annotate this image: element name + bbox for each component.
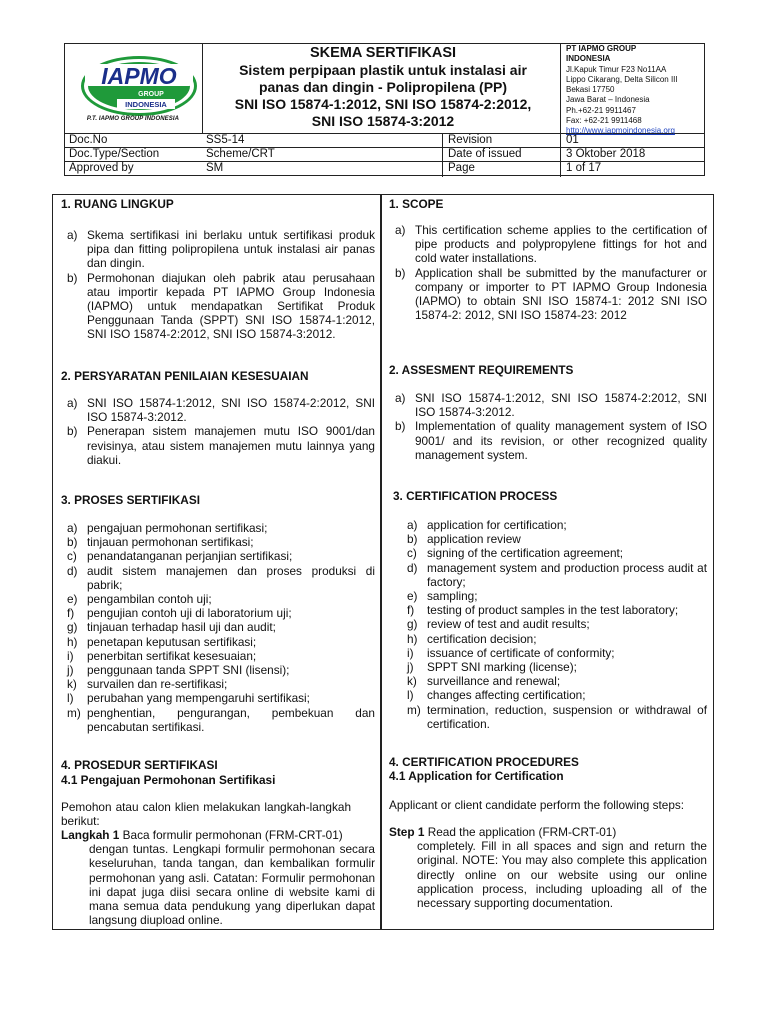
list-item-text: penghentian, pengurangan, pembekuan dan pencabutan sertifikasi. (87, 705, 375, 734)
address-line: Jl.Kapuk Timur F23 No11AA (566, 64, 667, 74)
logo-tagline: P.T. IAPMO GROUP INDONESIA (86, 116, 180, 122)
requirements-list (61, 396, 375, 467)
list-marker: m) (407, 702, 421, 717)
list-item (61, 691, 375, 705)
list-item-text: pengujian contoh uji di laboratorium uji; (87, 606, 292, 621)
list-marker: d) (407, 560, 418, 575)
list-marker: f) (407, 603, 415, 618)
list-item-text: This certification scheme applies to the certification of pipe products and polypropylene fittings for hot and cold water installations. (415, 223, 707, 266)
list-item (389, 419, 707, 462)
list-marker: d) (67, 563, 78, 578)
list-item (61, 271, 375, 342)
fax-number: Fax: +62-21 9911468 (566, 116, 642, 126)
list-item-text: pengajuan permohonan sertifikasi; (87, 521, 268, 535)
list-item-text: changes affecting certification; (427, 688, 586, 703)
list-item (389, 266, 707, 323)
list-item-text: surveillance and renewal; (427, 674, 561, 689)
list-item (61, 228, 375, 271)
list-item-text: perubahan yang mempengaruhi sertifikasi; (87, 691, 310, 706)
list-item (61, 649, 375, 663)
list-marker: l) (407, 688, 414, 703)
list-marker: g) (407, 617, 418, 632)
list-item-text: SPPT SNI marking (license); (427, 660, 577, 675)
step-1 (389, 825, 707, 910)
list-item (401, 617, 707, 631)
title-line: Sistem perpipaan plastik untuk instalasi air (239, 62, 527, 78)
doc-type-value: Scheme/CRT (206, 148, 275, 160)
list-item (401, 518, 707, 532)
list-item (61, 592, 375, 606)
list-marker: b) (67, 535, 78, 550)
list-item (401, 688, 707, 702)
header-divider (560, 44, 561, 177)
list-item-text: issuance of certificate of conformity; (427, 645, 615, 660)
website-link[interactable]: http://www.iapmoindonesia.org (566, 126, 675, 136)
list-marker: h) (407, 631, 418, 646)
list-marker: l) (67, 691, 74, 706)
header-divider (442, 133, 443, 177)
list-item (401, 646, 707, 660)
list-marker: c) (67, 549, 77, 564)
list-marker: b) (67, 424, 78, 439)
doc-type-label: Doc.Type/Section (69, 148, 160, 160)
list-marker: i) (407, 645, 414, 660)
step-1 (61, 828, 375, 927)
list-item-text: Penerapan sistem manajemen mutu ISO 9001/dan revisinya, atau sistem manajemen mutu lainnya yang diakui. (87, 424, 375, 467)
list-item-text: penetapan keputusan sertifikasi; (87, 634, 257, 649)
list-item (61, 620, 375, 634)
list-item-text: penerbitan sertifikat kesesuaian; (87, 648, 257, 663)
list-item-text: testing of product samples in the test laboratory; (427, 603, 679, 618)
list-item (61, 396, 375, 424)
list-item-text: Application shall be submitted by the manufacturer or company or importer to PT IAPMO Group Indonesia (IAPMO) to obtain SNI ISO 15874-1: 2012 SNI ISO 15874-2: 2012, SNI ISO 15874-23: 2012 (415, 265, 707, 323)
list-marker: a) (67, 521, 78, 535)
step-text: dengan tuntas. Lengkapi formulir permohonan secara keseluruhan, tanda tangan, dan kembalikan formulir permohonan yang asli. Catatan: Formulir permohonan ini dapat juga diisi secara online di website kami di mana semua data pendukung yang diperlukan dapat langsung diupload online. (89, 842, 375, 928)
section-heading: 1. SCOPE (389, 197, 444, 211)
list-item-text: SNI ISO 15874-1:2012, SNI ISO 15874-2:2012, SNI ISO 15874-3:2012. (87, 396, 375, 425)
list-item (61, 663, 375, 677)
list-item-text: pengambilan contoh uji; (87, 592, 212, 607)
list-item-text: management system and production process audit at factory; (427, 560, 707, 589)
list-item (61, 521, 375, 535)
process-list (401, 518, 707, 731)
section-heading: 4. CERTIFICATION PROCEDURES (389, 755, 579, 769)
list-item (401, 603, 707, 617)
list-item-text: Implementation of quality management system of ISO 9001/ and its revision, or other recognized quality management system. (415, 419, 707, 462)
page-label: Page (448, 162, 475, 174)
document-header (64, 43, 705, 176)
list-item-text: certification decision; (427, 631, 537, 646)
step-text: Read the application (FRM-CRT-01) (427, 825, 617, 839)
list-item (401, 632, 707, 646)
list-marker: a) (395, 223, 406, 237)
step-text: Baca formulir permohonan (FRM-CRT-01) (122, 828, 343, 842)
title-line: panas dan dingin - Polipropilena (PP) (258, 79, 508, 95)
list-marker: k) (67, 677, 77, 692)
list-marker: g) (67, 620, 78, 635)
list-marker: c) (407, 546, 417, 561)
company-name: INDONESIA (566, 54, 611, 64)
document-title (212, 45, 554, 130)
list-marker: j) (407, 660, 414, 675)
list-item (61, 549, 375, 563)
list-marker: a) (395, 391, 406, 405)
list-item-text: signing of the certification agreement; (427, 546, 624, 561)
list-marker: i) (67, 648, 74, 663)
list-item (401, 532, 707, 546)
column-divider (380, 195, 382, 929)
company-name: PT IAPMO GROUP (566, 44, 637, 53)
subsection-heading: 4.1 Pengajuan Permohonan Sertifikasi (61, 773, 276, 787)
list-item-text: review of test and audit results; (427, 617, 590, 632)
list-item (61, 706, 375, 734)
list-marker: b) (395, 419, 406, 434)
list-item-text: application review (427, 532, 521, 547)
list-item-text: audit sistem manajemen dan proses produksi di pabrik; (87, 563, 375, 592)
address-line: Bekasi 17750 (566, 85, 615, 95)
header-divider (65, 161, 704, 162)
document-body (52, 194, 714, 930)
list-item (401, 660, 707, 674)
list-item-text: sampling; (427, 589, 478, 604)
list-marker: a) (67, 396, 78, 410)
step-label: Langkah 1 (61, 828, 120, 842)
company-address (566, 44, 704, 137)
list-item-text: survailen dan re-sertifikasi; (87, 677, 228, 692)
scope-list (61, 228, 375, 342)
list-item (389, 391, 707, 419)
subsection-heading: 4.1 Application for Certification (389, 769, 564, 783)
list-item (61, 606, 375, 620)
list-item-text: SNI ISO 15874-1:2012, SNI ISO 15874-2:2012, SNI ISO 15874-3:2012. (415, 391, 707, 420)
list-item-text: penandatanganan perjanjian sertifikasi; (87, 549, 293, 564)
list-item-text: tinjauan terhadap hasil uji dan audit; (87, 620, 276, 635)
scope-list (389, 223, 707, 322)
section-heading: 2. PERSYARATAN PENILAIAN KESESUAIAN (61, 369, 309, 383)
list-marker: b) (407, 532, 418, 547)
issued-label: Date of issued (448, 148, 522, 160)
list-item (401, 546, 707, 560)
list-item (61, 564, 375, 592)
list-marker: h) (67, 634, 78, 649)
revision-value: 01 (566, 134, 579, 146)
title-line: SKEMA SERTIFIKASI (309, 45, 457, 61)
process-list (61, 521, 375, 734)
list-marker: m) (67, 705, 81, 720)
list-marker: b) (67, 270, 78, 285)
address-line: Jawa Barat – Indonesia (566, 95, 650, 105)
list-marker: k) (407, 674, 417, 689)
list-item (61, 424, 375, 467)
page-value: 1 of 17 (566, 162, 602, 174)
step-text: completely. Fill in all spaces and sign and return the original. NOTE: You may also complete this application directly online on our website using our online application process, including uploading all of the necessary supporting documentation. (417, 839, 707, 911)
requirements-list (389, 391, 707, 462)
approved-value: SM (206, 162, 224, 174)
logo-wordmark: IAPMO (101, 63, 177, 89)
list-item (61, 677, 375, 691)
address-line: Lippo Cikarang, Delta Silicon III (566, 74, 678, 84)
list-item (389, 223, 707, 266)
title-line: SNI ISO 15874-1:2012, SNI ISO 15874-2:2012, (234, 96, 532, 112)
list-item (61, 535, 375, 549)
section-heading: 3. PROSES SERTIFIKASI (61, 493, 200, 507)
list-marker: e) (67, 592, 78, 607)
list-marker: b) (395, 265, 406, 280)
list-item (401, 703, 707, 731)
list-marker: j) (67, 663, 74, 678)
list-item-text: application for certification; (427, 518, 567, 532)
list-item-text: Skema sertifikasi ini berlaku untuk sertifikasi produk pipa dan fitting polipropilena untuk instalasi air panas dan dingin. (87, 228, 375, 271)
intro-paragraph: Pemohon atau calon klien melakukan langkah-langkah berikut: (61, 800, 351, 829)
section-heading: 1. RUANG LINGKUP (61, 197, 174, 211)
issued-value: 3 Oktober 2018 (566, 148, 646, 160)
phone-number: Ph.+62-21 9911467 (566, 105, 636, 115)
approved-label: Approved by (69, 162, 134, 174)
section-heading: 4. PROSEDUR SERTIFIKASI (61, 758, 218, 772)
intro-paragraph: Applicant or client candidate perform the following steps: (389, 798, 685, 812)
list-item (61, 635, 375, 649)
list-marker: f) (67, 606, 75, 621)
doc-no-label: Doc.No (69, 134, 108, 146)
svg-text:INDONESIA: INDONESIA (125, 100, 167, 109)
list-marker: e) (407, 589, 418, 604)
list-item (401, 589, 707, 603)
svg-text:GROUP: GROUP (138, 91, 164, 98)
section-heading: 2. ASSESMENT REQUIREMENTS (389, 363, 574, 377)
section-heading: 3. CERTIFICATION PROCESS (393, 489, 558, 503)
list-marker: a) (407, 518, 418, 532)
list-marker: a) (67, 228, 78, 242)
step-label: Step 1 (389, 825, 425, 839)
list-item-text: penggunaan tanda SPPT SNI (lisensi); (87, 663, 290, 678)
list-item (401, 561, 707, 589)
list-item (401, 674, 707, 688)
title-line: SNI ISO 15874-3:2012 (311, 113, 455, 129)
list-item-text: Permohonan diajukan oleh pabrik atau perusahaan atau importir kepada PT IAPMO Group Indonesia (IAPMO) untuk mendapatkan Sertifikat Produk Penggunaan Tanda (SPPT) SNI ISO 15874-1:2012, SNI ISO 15874-2:2012, SNI ISO 15874-3:2012. (87, 270, 375, 342)
doc-no-value: SS5-14 (206, 134, 245, 146)
list-item-text: tinjauan permohonan sertifikasi; (87, 535, 254, 550)
list-item-text: termination, reduction, suspension or withdrawal of certification. (427, 702, 707, 731)
revision-label: Revision (448, 134, 493, 146)
